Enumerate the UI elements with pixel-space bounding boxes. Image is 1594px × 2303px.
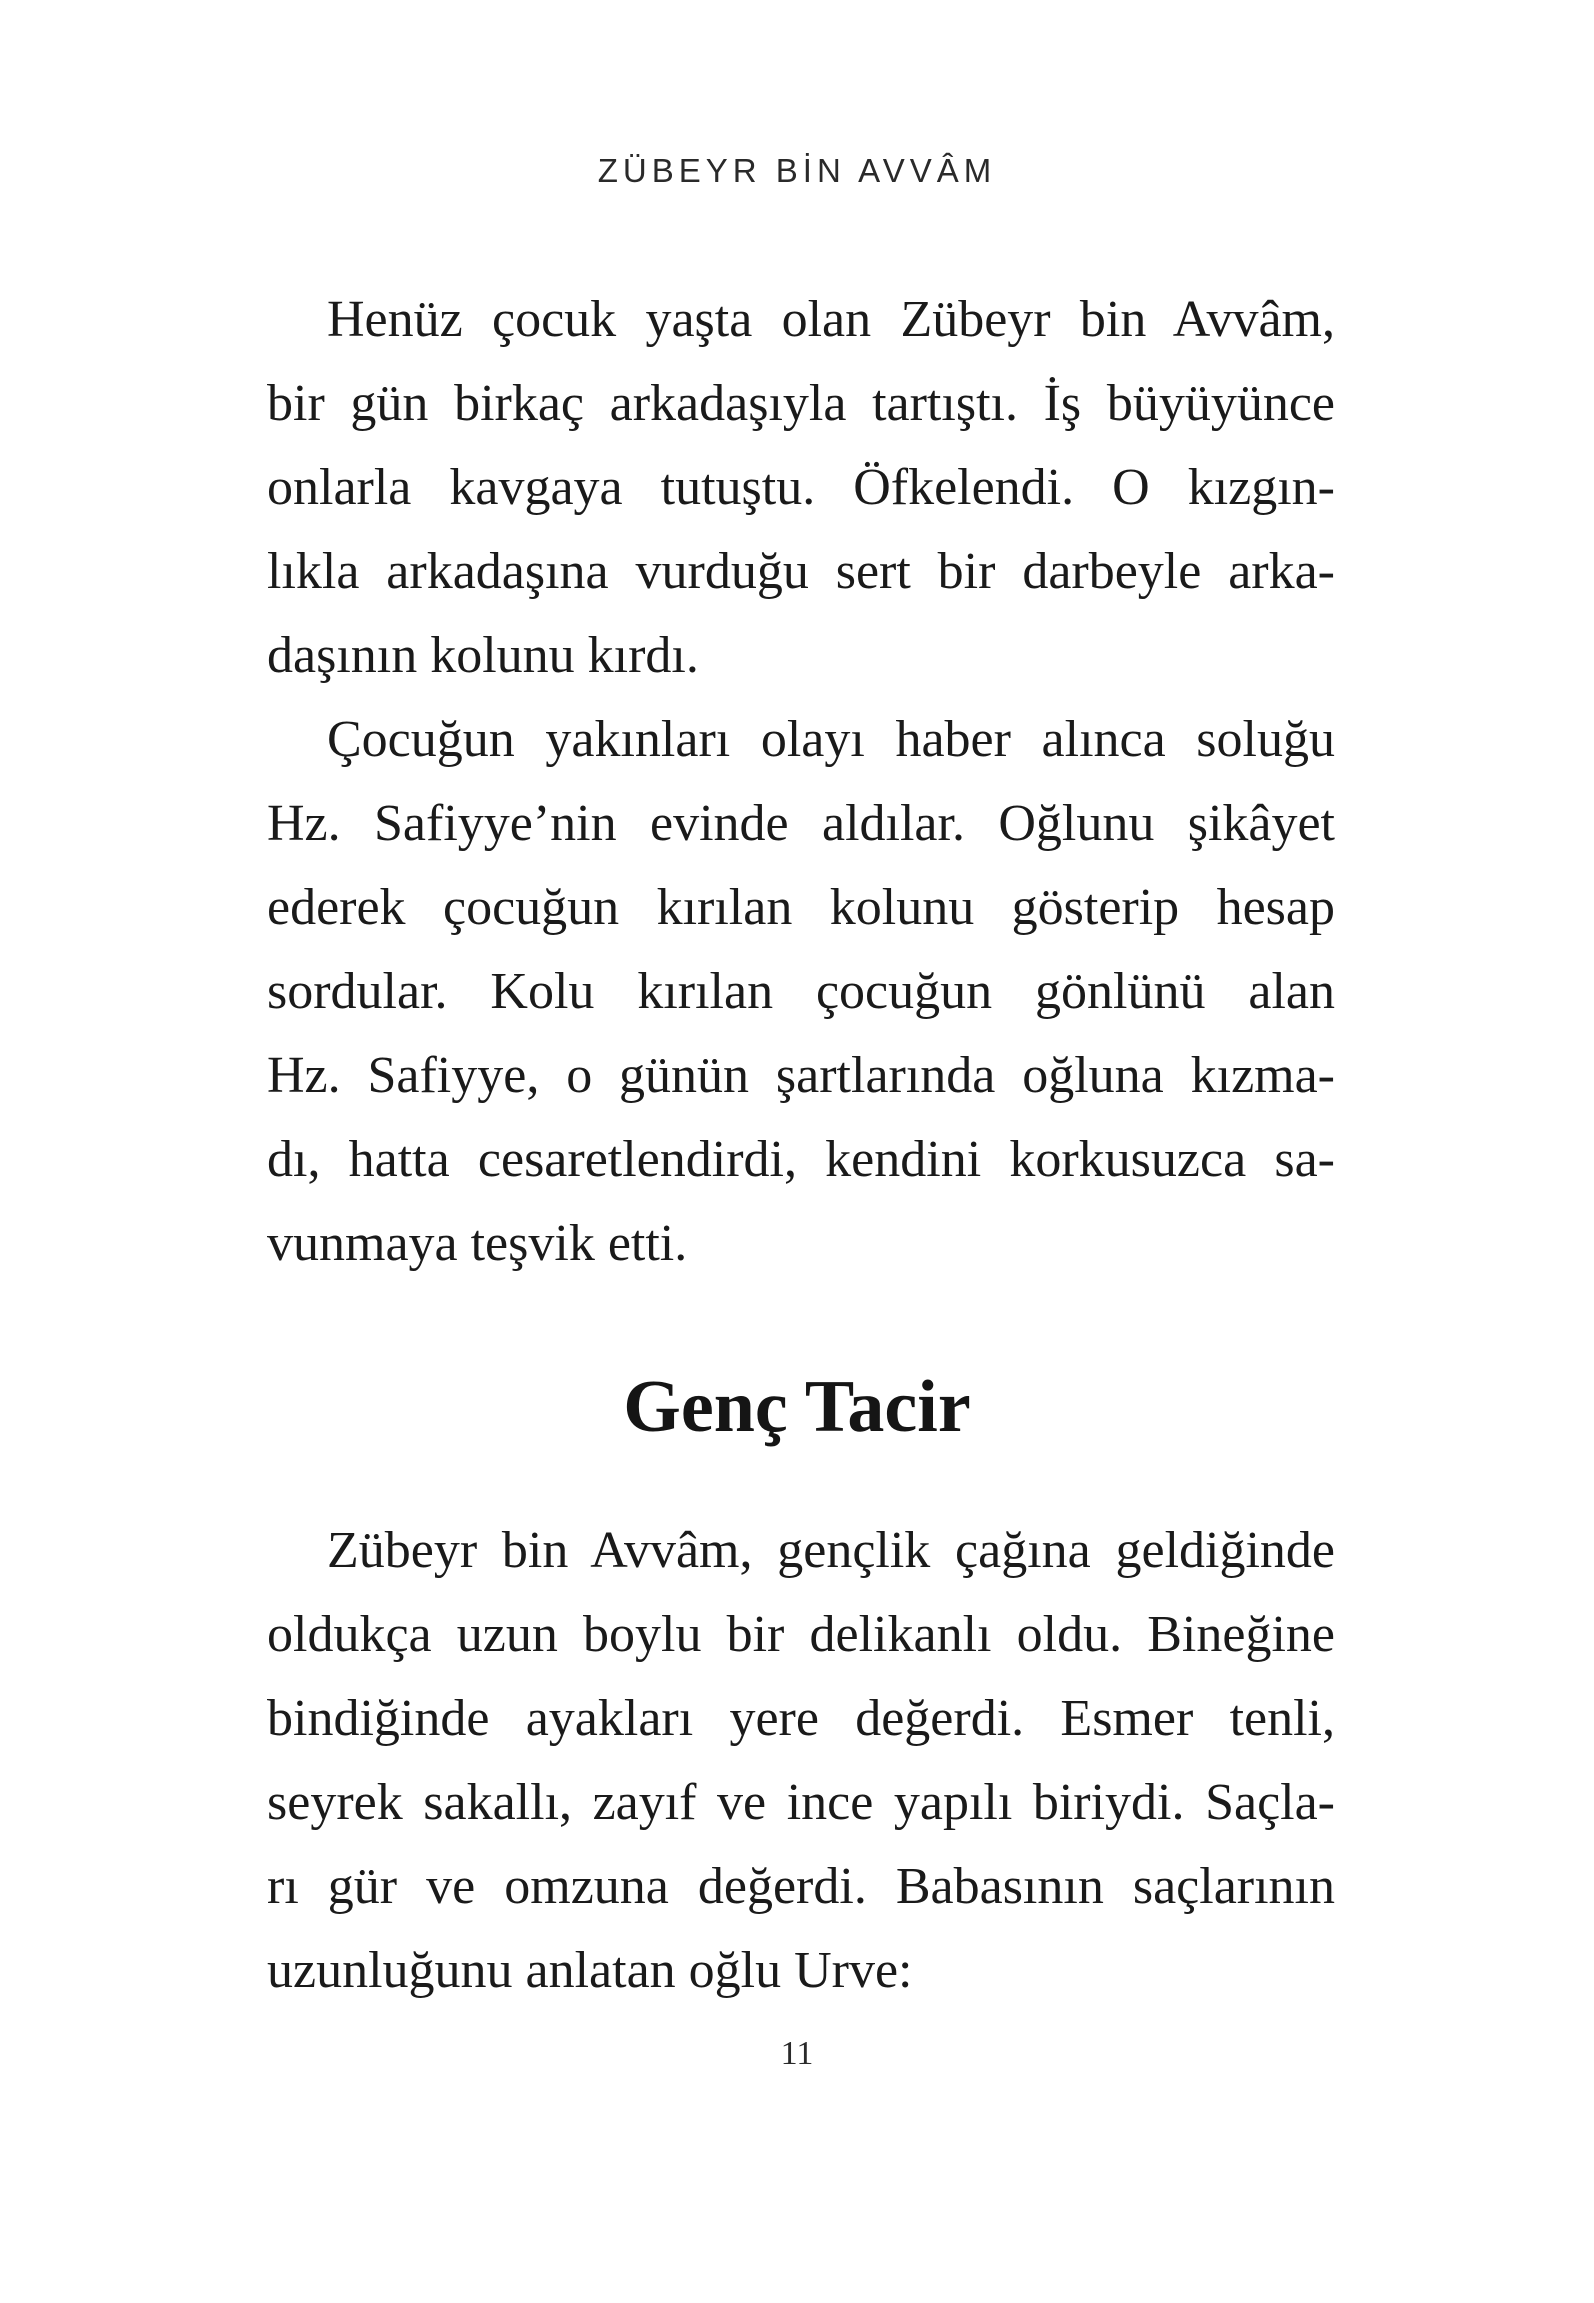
paragraph-1 xyxy=(267,278,1335,698)
paragraph-2 xyxy=(267,698,1335,1286)
paragraph-line: daşının kolunu kırdı. xyxy=(267,627,699,684)
running-head: ZÜBEYR BİN AVVÂM xyxy=(597,152,997,189)
paragraph-line: dı, hatta cesaretlendirdi, kendini korkusuzca sa- xyxy=(267,1131,1335,1188)
paragraph-line: bir gün birkaç arkadaşıyla tartıştı. İş büyüyünce xyxy=(267,375,1335,432)
paragraph-line: Çocuğun yakınları olayı haber alınca soluğu xyxy=(327,711,1335,768)
paragraph-line: Zübeyr bin Avvâm, gençlik çağına geldiğinde xyxy=(327,1522,1335,1579)
paragraph-line: seyrek sakallı, zayıf ve ince yapılı biriydi. Saçla- xyxy=(267,1774,1335,1831)
paragraph-line: onlarla kavgaya tutuştu. Öfkelendi. O kızgın- xyxy=(267,459,1335,516)
paragraph-line: sordular. Kolu kırılan çocuğun gönlünü alan xyxy=(267,963,1335,1020)
paragraph-line: oldukça uzun boylu bir delikanlı oldu. Bineğine xyxy=(267,1606,1335,1663)
paragraph-line: bindiğinde ayakları yere değerdi. Esmer tenli, xyxy=(267,1690,1335,1747)
section-heading: Genç Tacir xyxy=(623,1366,971,1448)
paragraph-line: Hz. Safiyye, o günün şartlarında oğluna kızma- xyxy=(267,1047,1335,1104)
paragraph-line: Henüz çocuk yaşta olan Zübeyr bin Avvâm, xyxy=(327,291,1335,348)
paragraph-3 xyxy=(267,1509,1335,2013)
paragraph-line: Hz. Safiyye’nin evinde aldılar. Oğlunu şikâyet xyxy=(267,795,1335,852)
paragraph-line: rı gür ve omzuna değerdi. Babasının saçlarının xyxy=(267,1858,1335,1915)
paragraph-line: uzunluğunu anlatan oğlu Urve: xyxy=(267,1942,913,1999)
paragraph-line: ederek çocuğun kırılan kolunu gösterip hesap xyxy=(267,879,1335,936)
paragraph-line: vunmaya teşvik etti. xyxy=(267,1215,688,1272)
paragraph-line: lıkla arkadaşına vurduğu sert bir darbeyle arka- xyxy=(267,543,1335,600)
page-number: 11 xyxy=(780,2035,814,2072)
